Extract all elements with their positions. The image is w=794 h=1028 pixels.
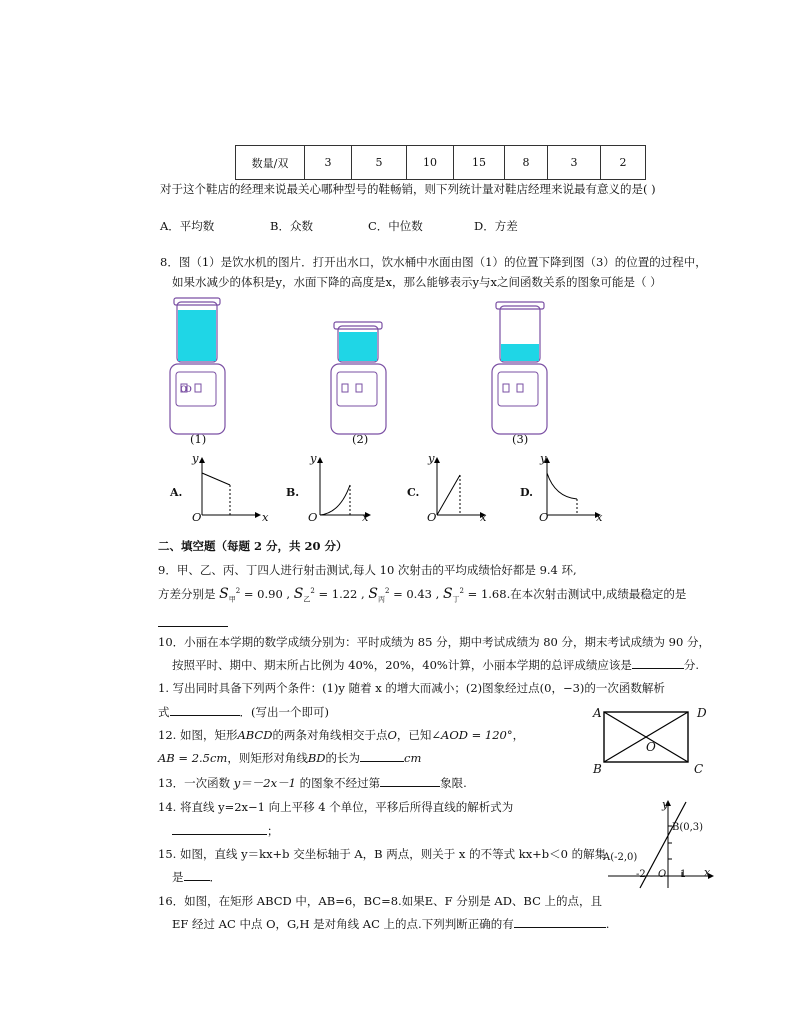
question-10-line2: 按照平时、期中、期末所占比例为 40%，20%，40%计算，小丽本学期的总评成绩应该是 分. xyxy=(172,658,699,672)
question-9-line1: 9．甲、乙、丙、丁四人进行射击测试,每人 10 次射击的平均成绩恰好都是 9.4 环, xyxy=(158,563,577,577)
fig15-tick-1: 1 xyxy=(680,869,687,880)
q7-option-a: A．平均数 xyxy=(160,219,215,233)
figure-caption-1: (1) xyxy=(190,432,207,446)
fig15-point-b: B(0,3) xyxy=(672,822,704,833)
graph-label-d: D. xyxy=(520,486,533,499)
q7-option-d: D．方差 xyxy=(474,219,518,233)
question-11-line2: 式 ．(写出一个即可) xyxy=(158,705,329,719)
dispenser-2 xyxy=(331,322,386,434)
fig15-point-a: A(-2,0) xyxy=(603,852,638,863)
q14-answer-blank[interactable] xyxy=(172,823,267,835)
graph-a-y: y xyxy=(192,451,199,465)
graph-label-b: B. xyxy=(286,486,300,499)
question-12-line1: 12. 如图，矩形ABCD的两条对角线相交于点O，已知∠AOD = 120°， xyxy=(158,728,525,742)
question-8-line2: 如果水减少的体积是y，水面下降的高度是x，那么能够表示y与x之间函数关系的图象可能是（ ） xyxy=(172,275,662,289)
section-2-heading: 二、填空题（每题 2 分，共 20 分） xyxy=(158,539,348,553)
q7-option-b: B．众数 xyxy=(270,219,313,233)
question-11-line1: 1. 写出同时具备下列两个条件：(1)y 随着 x 的增大而减小；(2)图象经过点(0，−3)的一次函数解析 xyxy=(158,681,665,695)
question-16-line1: 16．如图，在矩形 ABCD 中，AB=6，BC=8.如果E、F 分别是 AD、BC 上的点，且 xyxy=(158,894,603,908)
graph-c-x: x xyxy=(480,510,487,524)
question-7-stem: 对于这个鞋店的经理来说最关心哪种型号的鞋畅销，则下列统计量对鞋店经理来说最有意义的是( ) xyxy=(160,182,656,196)
question-15-line2: 是 ． xyxy=(172,870,221,884)
question-14-line2: ； xyxy=(172,823,279,839)
graph-a xyxy=(199,457,261,518)
q11-answer-blank[interactable] xyxy=(170,704,240,716)
table-header-cell: 数量/双 xyxy=(236,146,305,180)
question-14-line1: 14. 将直线 y=2x−1 向上平移 4 个单位，平移后所得直线的解析式为 xyxy=(158,800,514,814)
graph-label-a: A. xyxy=(170,486,183,499)
graph-d xyxy=(544,457,601,518)
graph-b-origin: O xyxy=(308,510,318,524)
table-cell: 10 xyxy=(407,146,454,180)
q13-answer-blank[interactable] xyxy=(380,775,440,787)
svg-text:ꝏ: ꝏ xyxy=(180,381,192,395)
graph-c-origin: O xyxy=(427,510,437,524)
dispenser-3 xyxy=(492,302,547,434)
question-15-line1: 15. 如图，直线 y＝kx+b 交坐标轴于 A，B 两点，则关于 x 的不等式 kx+b＜0 的解集 xyxy=(158,847,607,861)
rect-label-d: D xyxy=(697,706,707,720)
graph-d-x: x xyxy=(596,510,603,524)
graph-d-origin: O xyxy=(539,510,549,524)
rect-label-o: O xyxy=(646,740,656,754)
table-cell: 3 xyxy=(548,146,601,180)
q15-answer-blank[interactable] xyxy=(184,869,210,881)
table-row xyxy=(236,146,646,180)
graph-a-origin: O xyxy=(192,510,202,524)
question-9-line2: 方差分别是 $S_甲^2 = 0.90$ , $S_乙^2 = 1.22$ , $S_丙^2 = 0.43$ , $S_丁^2 = 1.68$.在本次射击测试中,成绩最稳定的是 xyxy=(158,586,687,604)
shoe-size-table xyxy=(235,145,646,180)
graph-b xyxy=(317,457,371,518)
q12-answer-blank[interactable] xyxy=(360,750,404,762)
graph-label-c: C. xyxy=(407,486,420,499)
rect-label-a: A xyxy=(593,706,602,720)
table-cell: 5 xyxy=(352,146,407,180)
figure-caption-3: (3) xyxy=(512,432,529,446)
graph-a-x: x xyxy=(262,510,269,524)
q16-answer-blank[interactable] xyxy=(514,916,606,928)
fig15-origin: O xyxy=(658,869,667,880)
q10-answer-blank[interactable] xyxy=(632,657,684,669)
rectangle-abcd-figure xyxy=(596,706,696,768)
table-cell: 2 xyxy=(601,146,646,180)
table-cell: 3 xyxy=(305,146,352,180)
question-10-line1: 10．小丽在本学期的数学成绩分别为：平时成绩为 85 分，期中考试成绩为 80 分，期末考试成绩为 90 分， xyxy=(158,635,710,649)
dispenser-1 xyxy=(170,298,225,434)
fig15-x-label: x xyxy=(704,866,711,879)
q7-option-c: C．中位数 xyxy=(368,219,423,233)
q9-answer-blank[interactable] xyxy=(158,614,228,627)
fig15-y-label: y xyxy=(662,798,669,811)
table-cell: 8 xyxy=(505,146,548,180)
question-13: 13．一次函数 y＝－2x－1 的图象不经过第 象限. xyxy=(158,776,467,790)
graph-c xyxy=(434,457,486,518)
rect-label-c: C xyxy=(694,762,704,776)
graph-b-y: y xyxy=(310,451,317,465)
table-cell: 15 xyxy=(454,146,505,180)
fig15-tick-neg2: -2 xyxy=(636,869,646,880)
graph-c-y: y xyxy=(428,451,435,465)
water-dispenser-figures xyxy=(150,292,590,452)
question-16-line2: EF 经过 AC 中点 O，G,H 是对角线 AC 上的点.下列判断正确的有 . xyxy=(172,917,610,931)
rect-label-b: B xyxy=(593,762,602,776)
question-12-line2: AB = 2.5cm，则矩形对角线BD的长为 cm xyxy=(158,751,422,765)
figure-caption-2: (2) xyxy=(352,432,369,446)
graph-b-x: x xyxy=(362,510,369,524)
question-8-line1: 8．图（1）是饮水机的图片．打开出水口，饮水桶中水面由图（1）的位置下降到图（3）的位置的过程中， xyxy=(160,255,707,269)
graph-d-y: y xyxy=(540,451,547,465)
